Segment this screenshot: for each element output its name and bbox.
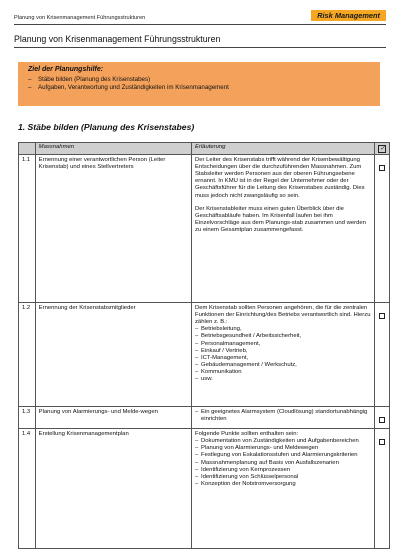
explanation-cell bbox=[191, 303, 374, 407]
table-row bbox=[19, 407, 390, 429]
header-num bbox=[19, 143, 36, 155]
header-explanation: Erläuterung bbox=[191, 143, 374, 155]
row-number: 1.4 bbox=[19, 429, 36, 549]
checkbox[interactable] bbox=[379, 165, 385, 171]
running-header: Planung von Krisenmanagement Führungsstrukturen bbox=[14, 15, 146, 21]
brand-logo: Risk Management bbox=[311, 10, 386, 21]
bullet-item: – Kommunikation bbox=[194, 368, 242, 375]
explanation-paragraph: Der Leiter des Krisenstabs trifft während der Krisenbewältigung Entscheidungen über die durchzuführenden Massnahmen. Zum Stabsleiter werden Personen aus der oberen Führungsebene ernannt. In KMU ist in der Regel der Unternehmer oder der Geschäftsführer für die Leitung des Krisenstabes zuständig. Dies muss jedoch nicht zwangsläufig so sein. bbox=[194, 157, 365, 199]
table-row bbox=[19, 429, 390, 549]
bullet-item: – Gebäudemanagement / Werkschutz, bbox=[194, 361, 297, 368]
measures-table bbox=[18, 142, 390, 549]
bullet-item: – Identifizierung von Kernprozessen bbox=[194, 466, 291, 473]
check-cell bbox=[375, 407, 390, 429]
explanation-cell bbox=[191, 407, 374, 429]
explanation-cell bbox=[191, 429, 374, 549]
bullet-item: – Ein geeignetes Alarmsystem (Cloudlösung) standortunabhängig einrichten bbox=[194, 409, 368, 423]
row-number: 1.1 bbox=[19, 155, 36, 303]
document-title: Planung von Krisenmanagement Führungsstrukturen bbox=[14, 34, 221, 44]
measure-cell: Erstellung Krisenmanagementplan bbox=[35, 429, 191, 549]
bullet-item: – Festlegung von Eskalationsstufen und Alarmierungskriterien bbox=[194, 452, 358, 459]
measure-cell: Ernennung der Krisenstabsmitglieder bbox=[35, 303, 191, 407]
row-number: 1.3 bbox=[19, 407, 36, 429]
bullet-item: – Identifizierung von Schlüsselpersonal bbox=[194, 473, 299, 480]
check-icon: ✓ bbox=[379, 146, 385, 152]
table-row bbox=[19, 155, 390, 303]
explanation-intro: Dem Krisenstab sollten Personen angehören, die für die zentralen Funktionen der Einrichtung/des Betriebs verantwortlich sind. Hierzu zählen z. B.: bbox=[194, 305, 371, 326]
goal-item: – Aufgaben, Verantwortung und Zuständigkeiten im Krisenmanagement bbox=[28, 84, 229, 91]
bullet-item: – Betriebsleitung, bbox=[194, 326, 242, 333]
bullet-item: – Planung von Alarmierungs- und Meldewegen bbox=[194, 445, 319, 452]
bullet-item: – Konzeption der Notstromversorgung bbox=[194, 480, 296, 487]
explanation-cell bbox=[191, 155, 374, 303]
row-number: 1.2 bbox=[19, 303, 36, 407]
goal-item: – Stäbe bilden (Planung des Krisenstabes) bbox=[28, 76, 151, 83]
check-cell bbox=[375, 155, 390, 303]
measure-cell: Planung von Alarmierungs- und Melde-wegen bbox=[35, 407, 191, 429]
section-title: 1. Stäbe bilden (Planung des Krisenstabes) bbox=[18, 122, 195, 132]
checkbox[interactable] bbox=[379, 439, 385, 445]
check-cell bbox=[375, 429, 390, 549]
header-divider bbox=[14, 24, 386, 25]
header-measures: Massnahmen bbox=[35, 143, 191, 155]
bullet-item: – Dokumentation von Zuständigkeiten und Aufgabenbereichen bbox=[194, 438, 359, 445]
checkbox[interactable] bbox=[379, 417, 385, 423]
goals-title: Ziel der Planungshilfe: bbox=[28, 66, 104, 73]
header-check bbox=[375, 143, 390, 155]
bullet-item: – ICT-Management, bbox=[194, 354, 249, 361]
table-row bbox=[19, 303, 390, 407]
goal-item-text: Stäbe bilden (Planung des Krisenstabes) bbox=[38, 76, 151, 83]
bullet-item: – Einkauf / Vertrieb, bbox=[194, 347, 248, 354]
title-divider bbox=[14, 47, 386, 48]
bullet-item: – Personalmanagement, bbox=[194, 340, 261, 347]
measure-cell: Ernennung einer verantwortlichen Person (Leiter Krisenstab) und eines Stellvertreters bbox=[35, 155, 191, 303]
goals-box bbox=[18, 62, 380, 106]
table-header-row bbox=[19, 143, 390, 155]
check-cell bbox=[375, 303, 390, 407]
goal-item-text: Aufgaben, Verantwortung und Zuständigkeiten im Krisenmanagement bbox=[38, 84, 229, 91]
explanation-intro: Folgende Punkte sollten enthalten sein: bbox=[194, 431, 299, 438]
checkbox[interactable] bbox=[379, 313, 385, 319]
bullet-item: – Betriebsgesundheit / Arbeitssicherheit, bbox=[194, 333, 302, 340]
explanation-paragraph: Der Krisenstableiter muss einen guten Überblick über die Geschäftsabläufe haben. Im Krisenfall laufen bei ihm Einzelvorschläge aus dem Planungs-stab zusammen und werden zu einem Gesamtplan zusammengefasst. bbox=[194, 205, 366, 233]
table-body bbox=[19, 155, 390, 549]
bullet-item: – usw. bbox=[194, 376, 213, 383]
bullet-item: – Massnahmenplanung auf Basis von Ausfallszenarien bbox=[194, 459, 339, 466]
